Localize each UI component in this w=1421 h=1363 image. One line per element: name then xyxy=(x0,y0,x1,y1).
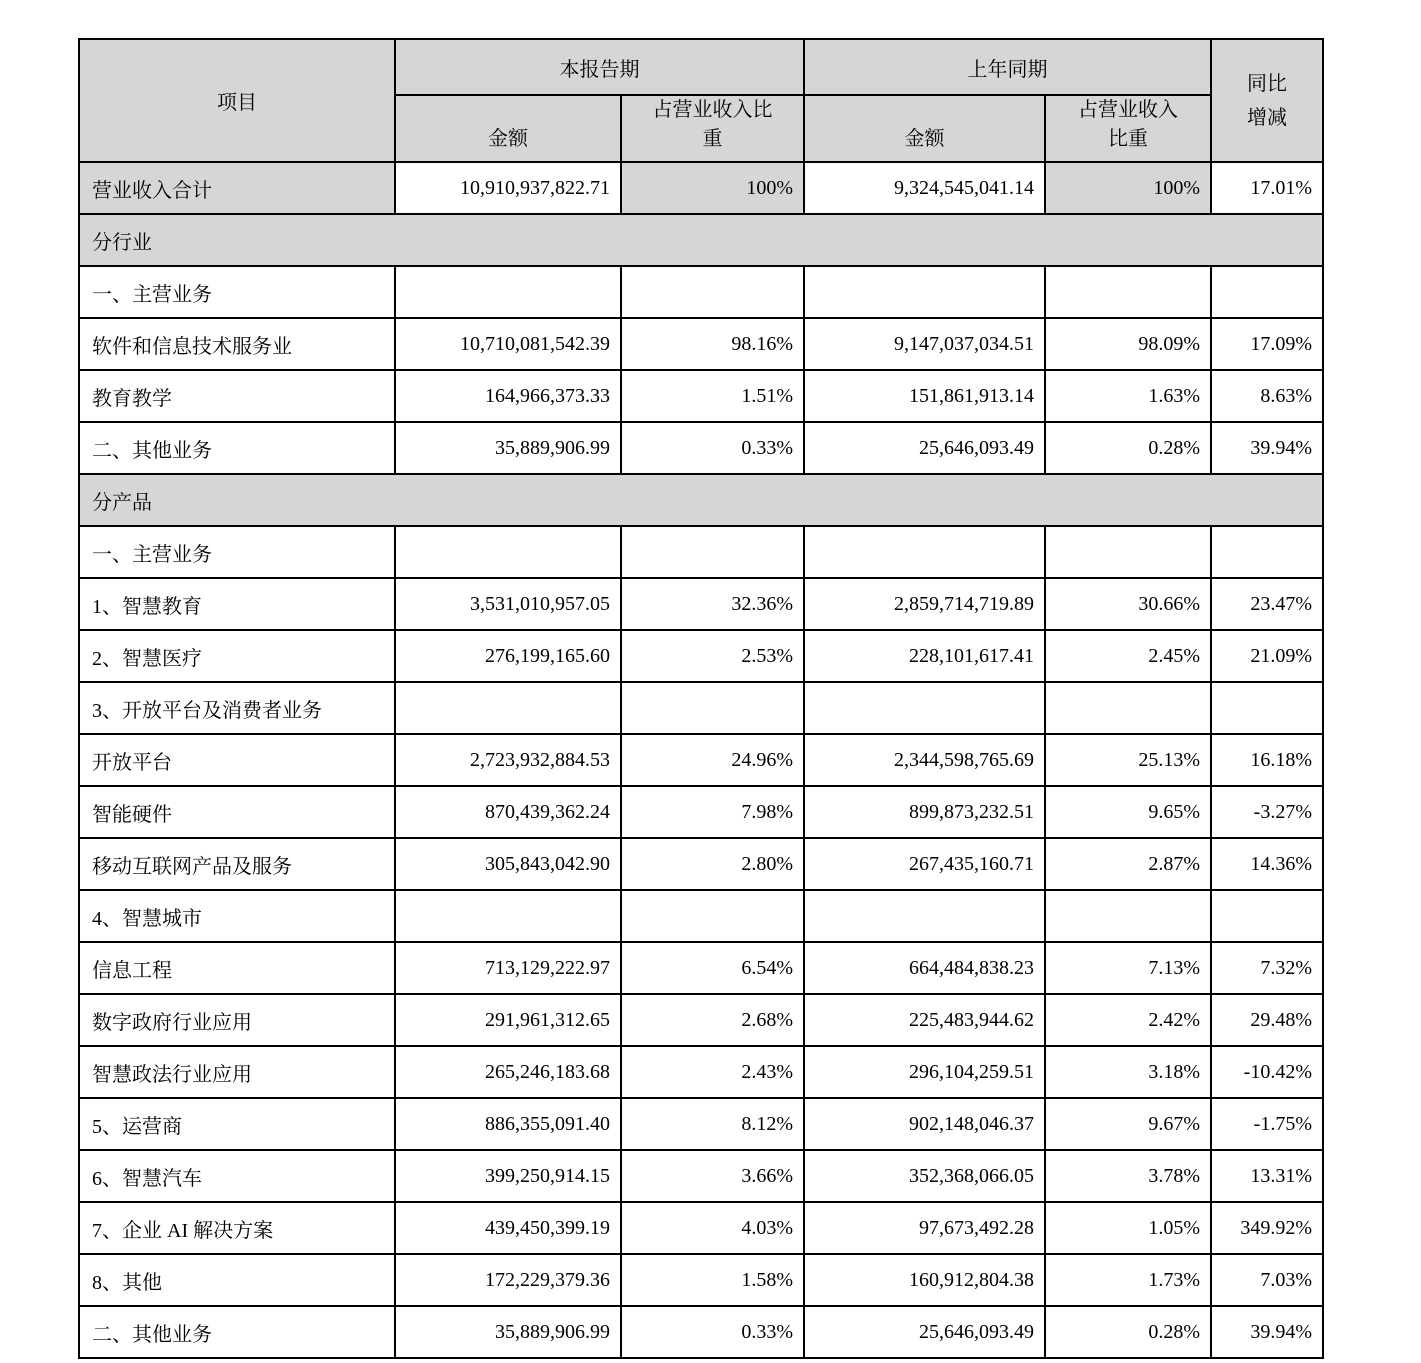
row-label: 教育教学 xyxy=(79,370,395,422)
amount-prior xyxy=(804,682,1045,734)
row-label: 4、智慧城市 xyxy=(79,890,395,942)
pct-prior: 0.28% xyxy=(1045,1306,1211,1358)
amount-current: 886,355,091.40 xyxy=(395,1098,621,1150)
table-row xyxy=(79,994,1323,1046)
section-label: 分产品 xyxy=(79,474,1323,526)
amount-prior: 160,912,804.38 xyxy=(804,1254,1045,1306)
amount-prior: 902,148,046.37 xyxy=(804,1098,1045,1150)
pct-prior: 2.42% xyxy=(1045,994,1211,1046)
yoy-value: 17.01% xyxy=(1211,162,1323,214)
row-label: 1、智慧教育 xyxy=(79,578,395,630)
row-label: 营业收入合计 xyxy=(79,162,395,214)
amount-prior xyxy=(804,890,1045,942)
table-header xyxy=(79,39,1323,162)
amount-current: 276,199,165.60 xyxy=(395,630,621,682)
header-row-groups xyxy=(79,39,1323,95)
yoy-value: -10.42% xyxy=(1211,1046,1323,1098)
amount-current: 870,439,362.24 xyxy=(395,786,621,838)
col-header-pct-prior: 占营业收入 比重 xyxy=(1045,95,1211,162)
col-header-item: 项目 xyxy=(79,39,395,162)
amount-prior: 664,484,838.23 xyxy=(804,942,1045,994)
pct-prior xyxy=(1045,266,1211,318)
row-label: 软件和信息技术服务业 xyxy=(79,318,395,370)
pct-current xyxy=(621,266,804,318)
pct-prior: 30.66% xyxy=(1045,578,1211,630)
pct-prior xyxy=(1045,682,1211,734)
col-header-yoy-change: 同比 增减 xyxy=(1211,39,1323,162)
pct-prior: 7.13% xyxy=(1045,942,1211,994)
pct-current: 0.33% xyxy=(621,422,804,474)
amount-prior: 296,104,259.51 xyxy=(804,1046,1045,1098)
amount-prior: 25,646,093.49 xyxy=(804,1306,1045,1358)
amount-current: 265,246,183.68 xyxy=(395,1046,621,1098)
table-row xyxy=(79,786,1323,838)
amount-prior: 267,435,160.71 xyxy=(804,838,1045,890)
pct-prior: 1.05% xyxy=(1045,1202,1211,1254)
amount-prior: 25,646,093.49 xyxy=(804,422,1045,474)
amount-current: 399,250,914.15 xyxy=(395,1150,621,1202)
amount-prior: 225,483,944.62 xyxy=(804,994,1045,1046)
yoy-value: 16.18% xyxy=(1211,734,1323,786)
yoy-value xyxy=(1211,526,1323,578)
yoy-value: 39.94% xyxy=(1211,422,1323,474)
table-row xyxy=(79,1254,1323,1306)
table-row xyxy=(79,1202,1323,1254)
pct-current: 2.43% xyxy=(621,1046,804,1098)
row-label: 二、其他业务 xyxy=(79,1306,395,1358)
row-label: 8、其他 xyxy=(79,1254,395,1306)
row-label: 智慧政法行业应用 xyxy=(79,1046,395,1098)
pct-prior xyxy=(1045,890,1211,942)
pct-prior: 2.87% xyxy=(1045,838,1211,890)
pct-prior: 0.28% xyxy=(1045,422,1211,474)
row-label: 一、主营业务 xyxy=(79,526,395,578)
amount-current xyxy=(395,526,621,578)
table-row xyxy=(79,578,1323,630)
row-label: 智能硬件 xyxy=(79,786,395,838)
amount-current: 172,229,379.36 xyxy=(395,1254,621,1306)
section-label: 分行业 xyxy=(79,214,1323,266)
pct-current xyxy=(621,890,804,942)
amount-current: 713,129,222.97 xyxy=(395,942,621,994)
col-header-current-period: 本报告期 xyxy=(395,39,804,95)
pct-current: 2.80% xyxy=(621,838,804,890)
row-label: 5、运营商 xyxy=(79,1098,395,1150)
amount-prior xyxy=(804,266,1045,318)
table-row xyxy=(79,630,1323,682)
amount-current: 35,889,906.99 xyxy=(395,1306,621,1358)
amount-current: 35,889,906.99 xyxy=(395,422,621,474)
pct-current xyxy=(621,526,804,578)
yoy-value xyxy=(1211,682,1323,734)
row-label: 移动互联网产品及服务 xyxy=(79,838,395,890)
yoy-value: 7.03% xyxy=(1211,1254,1323,1306)
pct-prior: 9.67% xyxy=(1045,1098,1211,1150)
pct-current: 2.68% xyxy=(621,994,804,1046)
yoy-value: 8.63% xyxy=(1211,370,1323,422)
amount-prior: 2,859,714,719.89 xyxy=(804,578,1045,630)
yoy-value: 7.32% xyxy=(1211,942,1323,994)
amount-current xyxy=(395,682,621,734)
yoy-value: 23.47% xyxy=(1211,578,1323,630)
pct-prior: 3.18% xyxy=(1045,1046,1211,1098)
row-label: 一、主营业务 xyxy=(79,266,395,318)
amount-prior: 352,368,066.05 xyxy=(804,1150,1045,1202)
yoy-value xyxy=(1211,266,1323,318)
row-label: 信息工程 xyxy=(79,942,395,994)
pct-prior: 9.65% xyxy=(1045,786,1211,838)
amount-prior: 97,673,492.28 xyxy=(804,1202,1045,1254)
table-row xyxy=(79,682,1323,734)
amount-prior: 2,344,598,765.69 xyxy=(804,734,1045,786)
table-row xyxy=(79,266,1323,318)
table-row xyxy=(79,526,1323,578)
table-body xyxy=(79,162,1323,1358)
pct-current: 7.98% xyxy=(621,786,804,838)
yoy-value: 17.09% xyxy=(1211,318,1323,370)
amount-prior: 899,873,232.51 xyxy=(804,786,1045,838)
row-label: 7、企业 AI 解决方案 xyxy=(79,1202,395,1254)
yoy-value: 39.94% xyxy=(1211,1306,1323,1358)
pct-current: 8.12% xyxy=(621,1098,804,1150)
table-row xyxy=(79,1046,1323,1098)
amount-current: 10,710,081,542.39 xyxy=(395,318,621,370)
pct-prior: 25.13% xyxy=(1045,734,1211,786)
yoy-value xyxy=(1211,890,1323,942)
pct-current xyxy=(621,682,804,734)
col-header-prior-period: 上年同期 xyxy=(804,39,1211,95)
pct-prior: 3.78% xyxy=(1045,1150,1211,1202)
revenue-breakdown-table-wrap xyxy=(78,38,1421,1359)
amount-current: 2,723,932,884.53 xyxy=(395,734,621,786)
pct-current: 3.66% xyxy=(621,1150,804,1202)
section-row xyxy=(79,474,1323,526)
yoy-value: 14.36% xyxy=(1211,838,1323,890)
amount-current: 10,910,937,822.71 xyxy=(395,162,621,214)
table-row xyxy=(79,1306,1323,1358)
col-header-amount-current: 金额 xyxy=(395,95,621,162)
amount-prior: 151,861,913.14 xyxy=(804,370,1045,422)
pct-prior: 1.73% xyxy=(1045,1254,1211,1306)
table-row xyxy=(79,162,1323,214)
table-row xyxy=(79,318,1323,370)
table-row xyxy=(79,1150,1323,1202)
yoy-value: 349.92% xyxy=(1211,1202,1323,1254)
yoy-value: 13.31% xyxy=(1211,1150,1323,1202)
pct-current: 98.16% xyxy=(621,318,804,370)
row-label: 2、智慧医疗 xyxy=(79,630,395,682)
table-row xyxy=(79,1098,1323,1150)
row-label: 开放平台 xyxy=(79,734,395,786)
pct-current: 0.33% xyxy=(621,1306,804,1358)
row-label: 二、其他业务 xyxy=(79,422,395,474)
table-row xyxy=(79,422,1323,474)
table-row xyxy=(79,838,1323,890)
pct-current: 32.36% xyxy=(621,578,804,630)
amount-current: 3,531,010,957.05 xyxy=(395,578,621,630)
table-row xyxy=(79,890,1323,942)
col-header-amount-prior: 金额 xyxy=(804,95,1045,162)
yoy-value: 29.48% xyxy=(1211,994,1323,1046)
amount-current: 164,966,373.33 xyxy=(395,370,621,422)
pct-prior: 98.09% xyxy=(1045,318,1211,370)
amount-prior: 9,324,545,041.14 xyxy=(804,162,1045,214)
amount-current: 291,961,312.65 xyxy=(395,994,621,1046)
table-row xyxy=(79,370,1323,422)
pct-prior: 1.63% xyxy=(1045,370,1211,422)
pct-current: 24.96% xyxy=(621,734,804,786)
row-label: 3、开放平台及消费者业务 xyxy=(79,682,395,734)
amount-prior: 228,101,617.41 xyxy=(804,630,1045,682)
pct-prior: 100% xyxy=(1045,162,1211,214)
revenue-breakdown-table xyxy=(78,38,1324,1359)
yoy-value: -3.27% xyxy=(1211,786,1323,838)
pct-prior: 2.45% xyxy=(1045,630,1211,682)
pct-current: 2.53% xyxy=(621,630,804,682)
table-row xyxy=(79,942,1323,994)
pct-current: 1.51% xyxy=(621,370,804,422)
amount-current xyxy=(395,266,621,318)
pct-current: 4.03% xyxy=(621,1202,804,1254)
amount-current: 305,843,042.90 xyxy=(395,838,621,890)
amount-current xyxy=(395,890,621,942)
amount-prior xyxy=(804,526,1045,578)
pct-prior xyxy=(1045,526,1211,578)
col-header-pct-current: 占营业收入比 重 xyxy=(621,95,804,162)
amount-prior: 9,147,037,034.51 xyxy=(804,318,1045,370)
pct-current: 6.54% xyxy=(621,942,804,994)
yoy-value: -1.75% xyxy=(1211,1098,1323,1150)
row-label: 数字政府行业应用 xyxy=(79,994,395,1046)
pct-current: 1.58% xyxy=(621,1254,804,1306)
yoy-value: 21.09% xyxy=(1211,630,1323,682)
section-row xyxy=(79,214,1323,266)
row-label: 6、智慧汽车 xyxy=(79,1150,395,1202)
amount-current: 439,450,399.19 xyxy=(395,1202,621,1254)
pct-current: 100% xyxy=(621,162,804,214)
table-row xyxy=(79,734,1323,786)
